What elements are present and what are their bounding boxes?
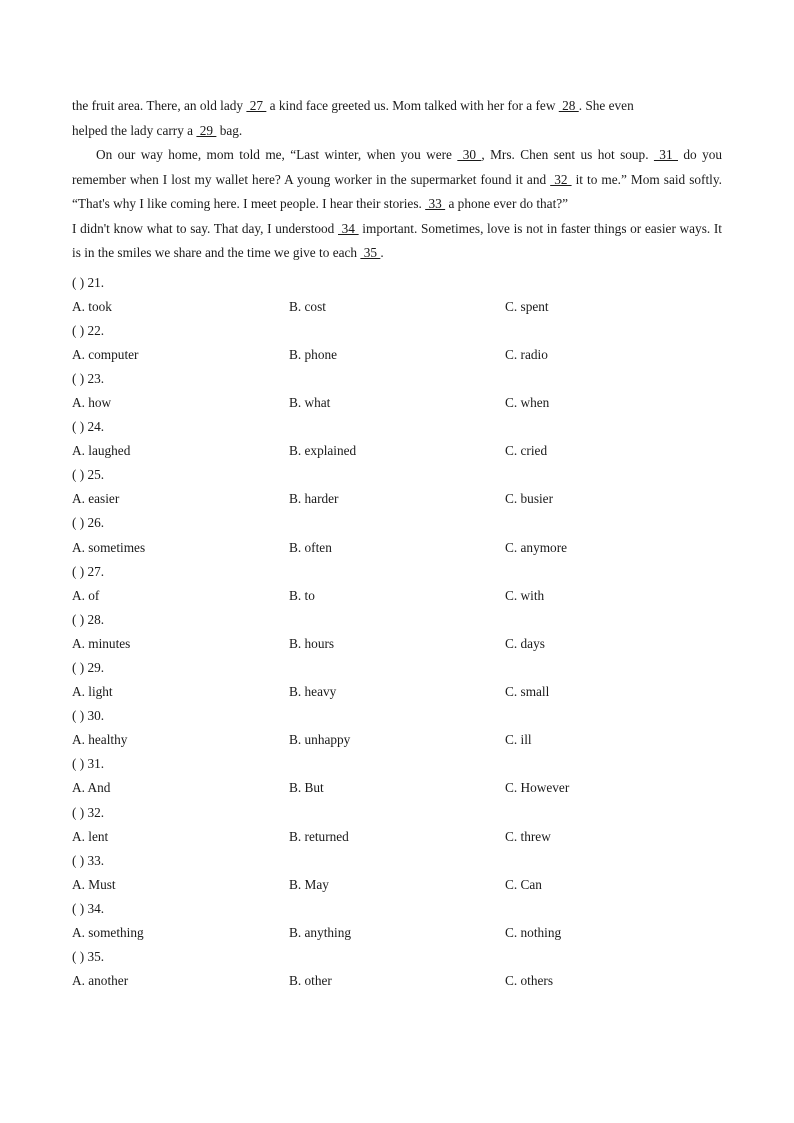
blank-27: 27 bbox=[246, 98, 267, 113]
option-b: B. anything bbox=[289, 925, 352, 941]
question-number: ( ) 30. bbox=[72, 708, 105, 724]
question-options bbox=[72, 536, 722, 560]
blank-34: 34 bbox=[338, 220, 359, 236]
option-c: C. small bbox=[505, 684, 550, 700]
passage-text: . She even bbox=[578, 98, 634, 113]
option-a: A. how bbox=[72, 394, 112, 410]
passage-text: important. Sometimes, love is not in faster things or easier ways. It is in the smiles we share and the time we give to each bbox=[72, 220, 722, 260]
option-c: C. busier bbox=[505, 491, 554, 507]
option-a: A. of bbox=[72, 587, 100, 603]
option-b: B. hours bbox=[289, 635, 335, 651]
option-b: B. May bbox=[289, 876, 329, 892]
question-options bbox=[72, 487, 722, 511]
blank-35: 35 bbox=[360, 245, 381, 260]
option-a: A. laughed bbox=[72, 443, 131, 459]
passage-text: a kind face greeted us. Mom talked with her for a few bbox=[266, 98, 559, 113]
option-a: A. minutes bbox=[72, 635, 131, 651]
option-b: B. to bbox=[289, 587, 315, 603]
question-options bbox=[72, 439, 722, 463]
option-b: B. what bbox=[289, 394, 331, 410]
option-c: C. ill bbox=[505, 732, 532, 748]
option-c: C. However bbox=[505, 780, 570, 796]
passage-paragraph-2 bbox=[72, 143, 722, 217]
question-options bbox=[72, 391, 722, 415]
option-c: C. spent bbox=[505, 298, 549, 314]
option-b: B. phone bbox=[289, 346, 338, 362]
option-c: C. radio bbox=[505, 346, 548, 362]
passage-text: I didn't know what to say. That day, I understood bbox=[72, 220, 338, 236]
passage-paragraph-1 bbox=[72, 94, 722, 143]
question-options bbox=[72, 680, 722, 704]
blank-28: 28 bbox=[558, 98, 579, 113]
question-options bbox=[72, 873, 722, 897]
passage-text: , Mrs. Chen sent us hot soup. bbox=[481, 147, 654, 162]
option-b: B. But bbox=[289, 780, 324, 796]
passage-text: bag. bbox=[216, 122, 243, 138]
option-b: B. returned bbox=[289, 828, 349, 844]
question-number: ( ) 31. bbox=[72, 756, 105, 772]
option-c: C. with bbox=[505, 587, 545, 603]
question-options bbox=[72, 825, 722, 849]
option-c: C. Can bbox=[505, 876, 542, 892]
option-c: C. nothing bbox=[505, 925, 562, 941]
blank-32: 32 bbox=[550, 171, 572, 187]
blank-30: 30 bbox=[457, 147, 482, 162]
option-b: B. cost bbox=[289, 298, 326, 314]
option-c: C. when bbox=[505, 394, 550, 410]
question-number: ( ) 27. bbox=[72, 563, 105, 579]
question-number: ( ) 35. bbox=[72, 949, 105, 965]
option-a: A. Must bbox=[72, 876, 116, 892]
option-a: A. light bbox=[72, 684, 113, 700]
question-number: ( ) 22. bbox=[72, 322, 105, 338]
option-a: A. something bbox=[72, 925, 144, 941]
option-b: B. harder bbox=[289, 491, 339, 507]
passage-text: helped the lady carry a bbox=[72, 122, 197, 138]
passage-text: On our way home, mom told me, “Last winter, when you were bbox=[96, 147, 458, 162]
question-options bbox=[72, 728, 722, 752]
question-options bbox=[72, 343, 722, 367]
option-a: A. easier bbox=[72, 491, 120, 507]
question-number: ( ) 32. bbox=[72, 804, 105, 820]
question-number: ( ) 23. bbox=[72, 370, 105, 386]
question-number: ( ) 33. bbox=[72, 852, 105, 868]
option-b: B. explained bbox=[289, 443, 357, 459]
question-number: ( ) 24. bbox=[72, 419, 105, 435]
passage-text: a phone ever do that?” bbox=[445, 196, 569, 211]
document-page bbox=[72, 94, 722, 993]
blank-29: 29 bbox=[196, 122, 217, 138]
question-options bbox=[72, 295, 722, 319]
question-options bbox=[72, 584, 722, 608]
option-a: A. And bbox=[72, 780, 111, 796]
question-number: ( ) 25. bbox=[72, 467, 105, 483]
option-b: B. often bbox=[289, 539, 332, 555]
question-options bbox=[72, 969, 722, 993]
question-number: ( ) 34. bbox=[72, 900, 105, 916]
option-b: B. heavy bbox=[289, 684, 337, 700]
passage-text: it to me.” Mom said softly. “That's why I like coming here. I meet people. I hear their stories. bbox=[72, 171, 722, 211]
passage-text: the fruit area. There, an old lady bbox=[72, 98, 247, 113]
passage-text: do you remember when I lost my wallet here? A young worker in the supermarket found it and bbox=[72, 147, 723, 187]
option-c: C. threw bbox=[505, 828, 551, 844]
option-c: C. anymore bbox=[505, 539, 568, 555]
question-number: ( ) 29. bbox=[72, 660, 105, 675]
option-a: A. took bbox=[72, 298, 112, 314]
option-c: C. cried bbox=[505, 443, 548, 459]
passage-text: . bbox=[380, 245, 384, 260]
option-a: A. computer bbox=[72, 346, 139, 362]
question-options bbox=[72, 632, 722, 656]
question-options bbox=[72, 776, 722, 800]
option-a: A. another bbox=[72, 973, 129, 989]
question-number: ( ) 26. bbox=[72, 515, 105, 531]
option-c: C. days bbox=[505, 635, 545, 651]
question-list bbox=[72, 271, 722, 994]
option-b: B. unhappy bbox=[289, 732, 351, 748]
question-number: ( ) 28. bbox=[72, 611, 105, 627]
option-b: B. other bbox=[289, 973, 332, 989]
blank-31: 31 bbox=[653, 147, 678, 162]
option-a: A. sometimes bbox=[72, 539, 146, 555]
option-a: A. healthy bbox=[72, 732, 128, 748]
question-number: ( ) 21. bbox=[72, 274, 105, 290]
option-c: C. others bbox=[505, 973, 554, 989]
question-options bbox=[72, 921, 722, 945]
option-a: A. lent bbox=[72, 828, 109, 844]
passage-paragraph-3 bbox=[72, 217, 722, 266]
blank-33: 33 bbox=[425, 196, 446, 211]
